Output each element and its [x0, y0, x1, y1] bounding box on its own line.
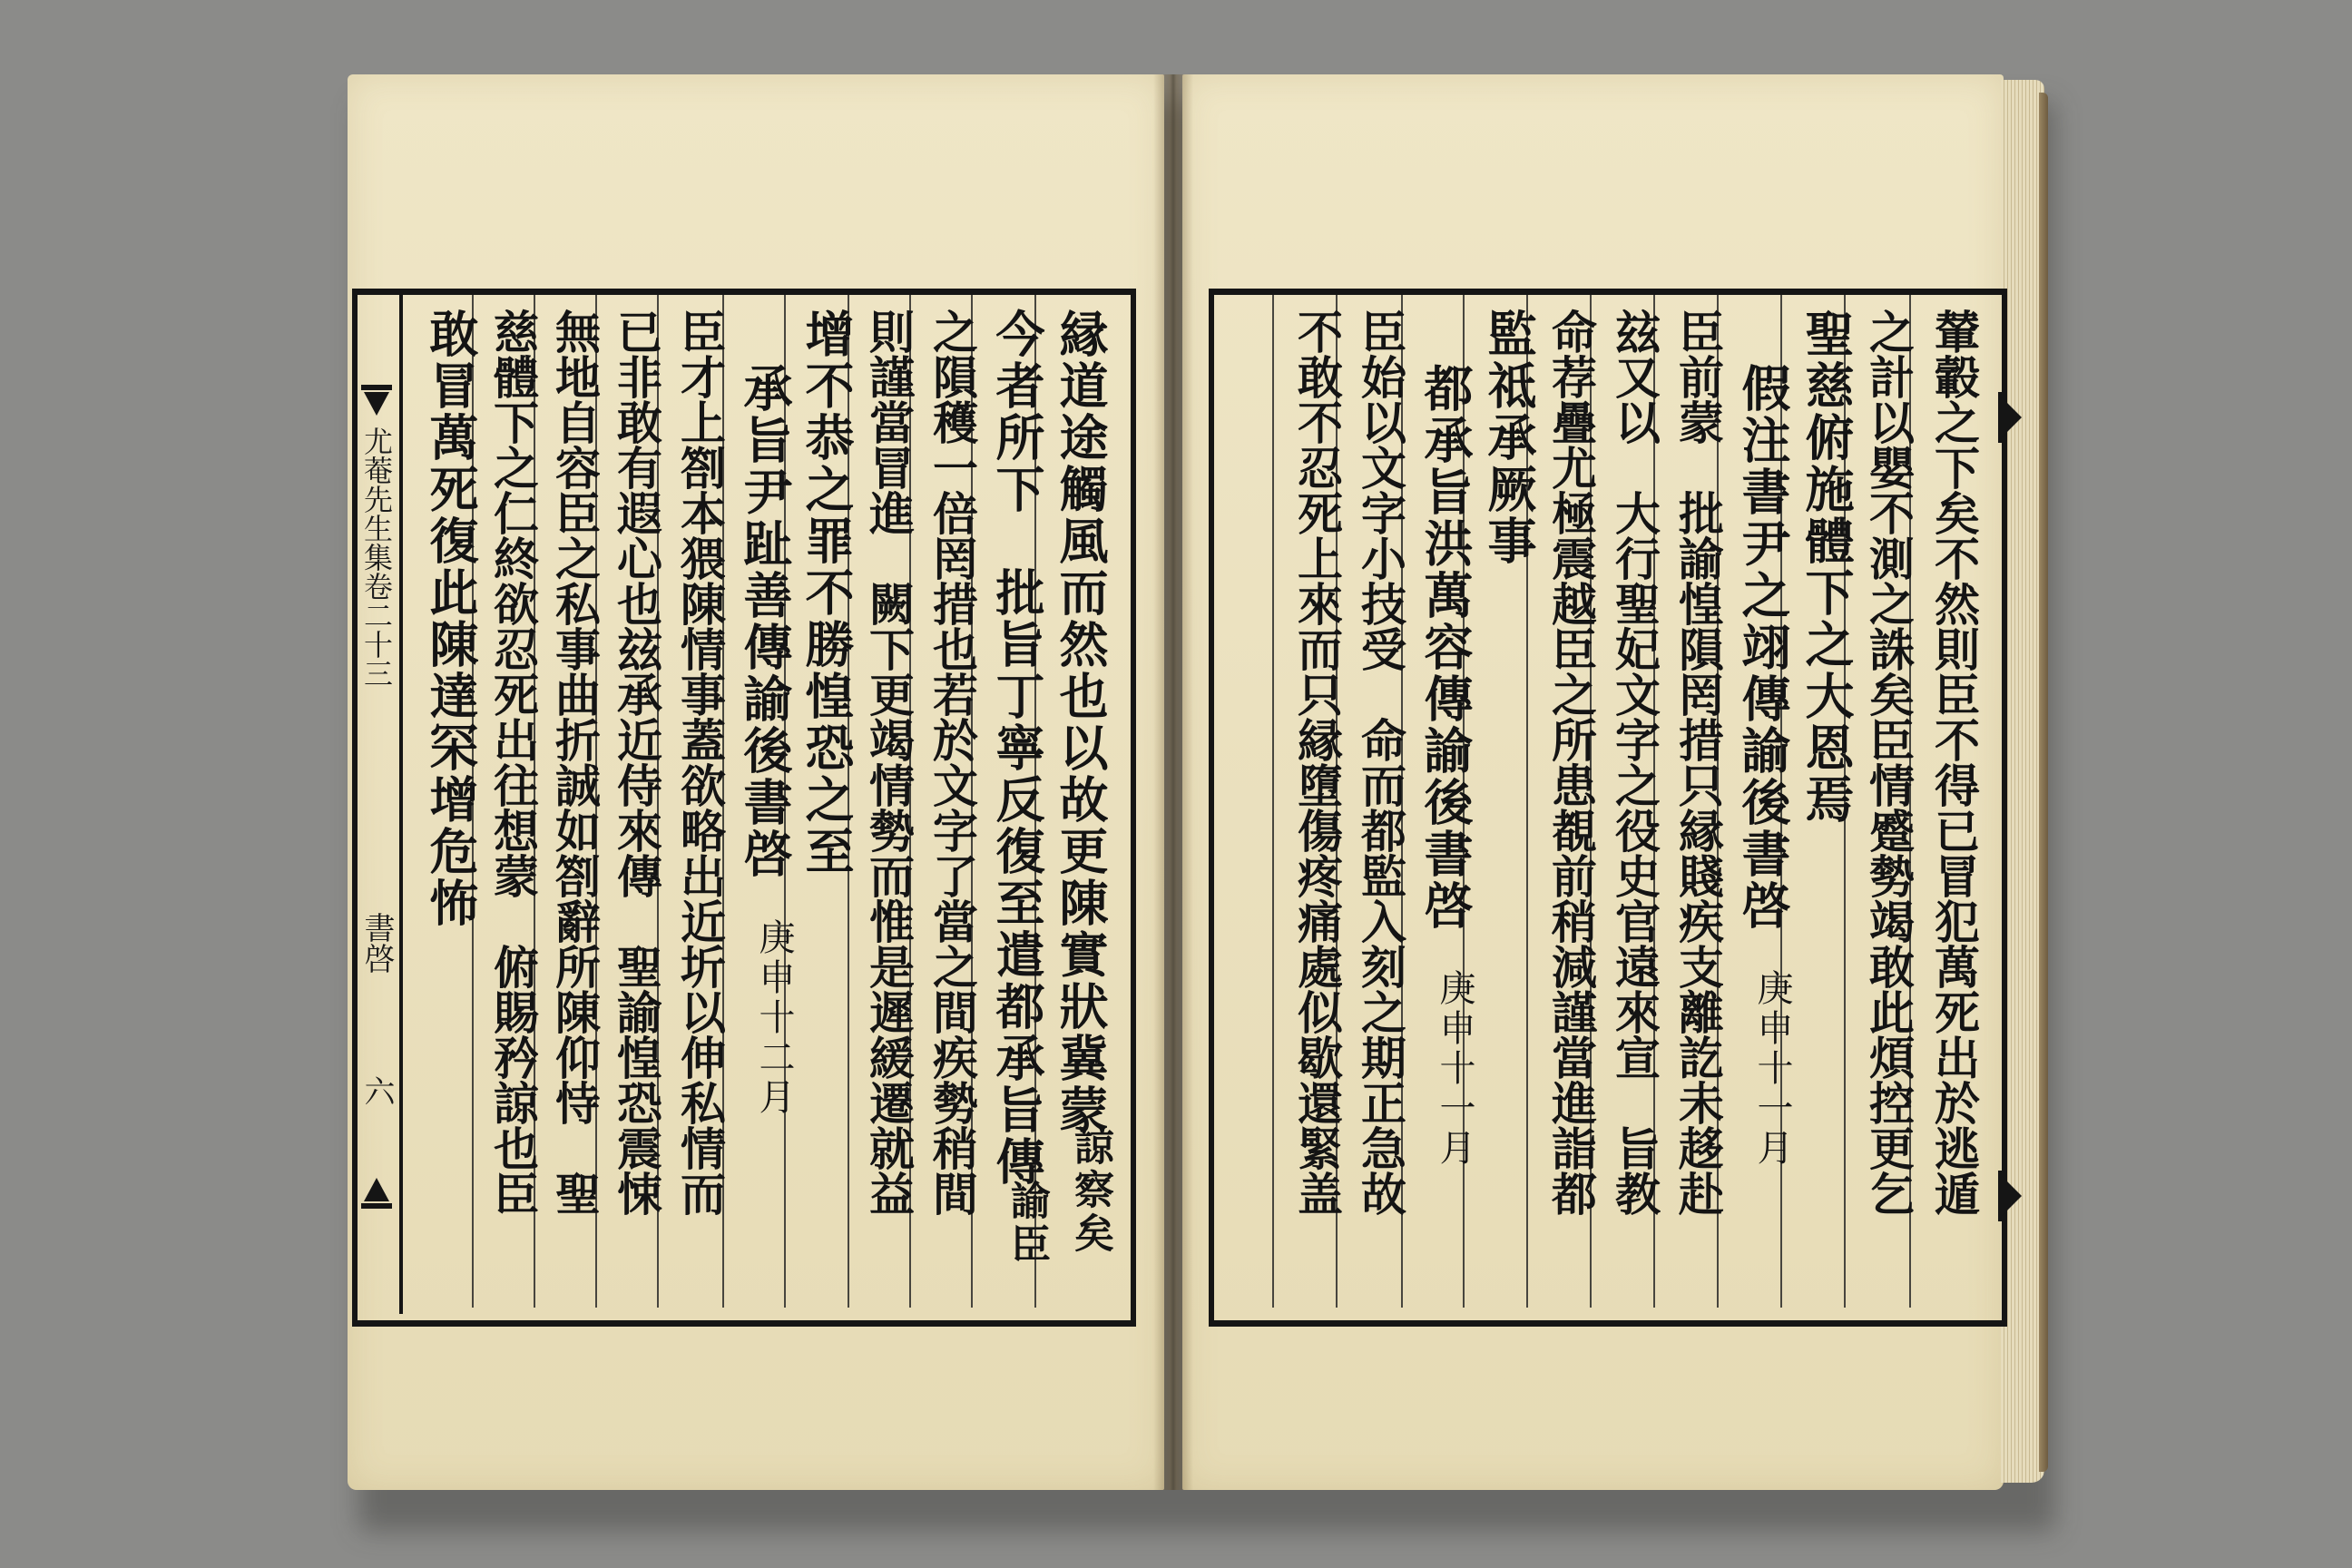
- text-column: 無地自容臣之私事曲折誠如劄辭所陳仰恃 聖: [548, 309, 602, 1216]
- text-column: 敢冒萬死復此陳達罙增危怖: [422, 309, 480, 929]
- text-column: 監祗承厥事: [1480, 309, 1538, 567]
- date-note: 庚申十二月: [753, 918, 795, 1118]
- date-note: 庚申十一月: [1751, 969, 1793, 1169]
- page-stack-edge: [2001, 80, 2044, 1483]
- text-column: 命荐疊尤極震越臣之所患覩前稍減謹當進詣都: [1544, 309, 1598, 1216]
- text-column: 已非敢有遐心也玆承近侍來傳 聖諭惶恐震悚: [610, 309, 663, 1216]
- text-column: 慈體下之仁終欲忍死出往想蒙 俯賜矜諒也臣: [486, 309, 540, 1216]
- upper-edge-mark-icon: [1998, 392, 2024, 443]
- section-title: 書啓: [358, 912, 395, 974]
- tail-note: 諒察矣: [1067, 1125, 1113, 1256]
- text-column: 承旨尹趾善傳諭後書啓: [736, 363, 794, 880]
- text-column: 不敢不忍死上來而只縁墮傷疼痛處似歇還緊盖: [1290, 309, 1344, 1216]
- page-number: 六: [358, 1075, 395, 1106]
- book-gutter: [1153, 74, 1193, 1490]
- text-column: 今者所下 批旨丁寧反復至遣都承旨傳: [988, 309, 1046, 1188]
- text-column: 臣始以文字小技受 命而都監入刻之期正急故: [1354, 309, 1407, 1216]
- text-column: 臣才上劄本猥陳情事蓋欲略出近圻以伸私情而: [673, 309, 727, 1216]
- text-column: 輦轂之下矣不然則臣不得已冒犯萬死出於逃遁: [1927, 309, 1981, 1216]
- text-column: 縁道途觸風而然也以故更陳實狀冀蒙: [1052, 309, 1110, 1136]
- date-note: 庚申十一月: [1434, 969, 1475, 1169]
- text-column: 之計以嬰不測之誅矣臣情蹙勢竭敢此煩控更乞: [1862, 309, 1916, 1216]
- text-column: 都承旨洪萬容傳諭後書啓: [1416, 363, 1475, 932]
- text-column: 則謹當冒進 闕下更竭情勢而惟是遲緩遷就益: [862, 309, 916, 1216]
- text-column: 玆又以 大行聖妃文字之役史官遠來宣 旨教: [1608, 309, 1661, 1216]
- lower-edge-mark-icon: [1998, 1171, 2024, 1221]
- upper-fish-tail-icon: [361, 385, 392, 425]
- book-title: 尤菴先生集卷二十三: [359, 426, 394, 688]
- text-column: 之隕穫一倍罔措也若於文字了當之間疾勢稍間: [926, 309, 979, 1216]
- lower-fish-tail-icon: [361, 1171, 392, 1210]
- text-column: 增不恭之罪不勝惶恐之至: [798, 309, 856, 877]
- tail-note: 諭臣: [1004, 1180, 1050, 1267]
- column-rule: [1272, 295, 1274, 1308]
- text-column: 聖慈俯施體下之大恩焉: [1798, 309, 1856, 826]
- text-column: 假注書尹之翊傳諭後書啓: [1734, 363, 1792, 932]
- cover-edge: [2039, 93, 2048, 1472]
- text-column: 臣前蒙 批諭惶隕罔措只縁賤疾支離訖未趍赴: [1671, 309, 1725, 1216]
